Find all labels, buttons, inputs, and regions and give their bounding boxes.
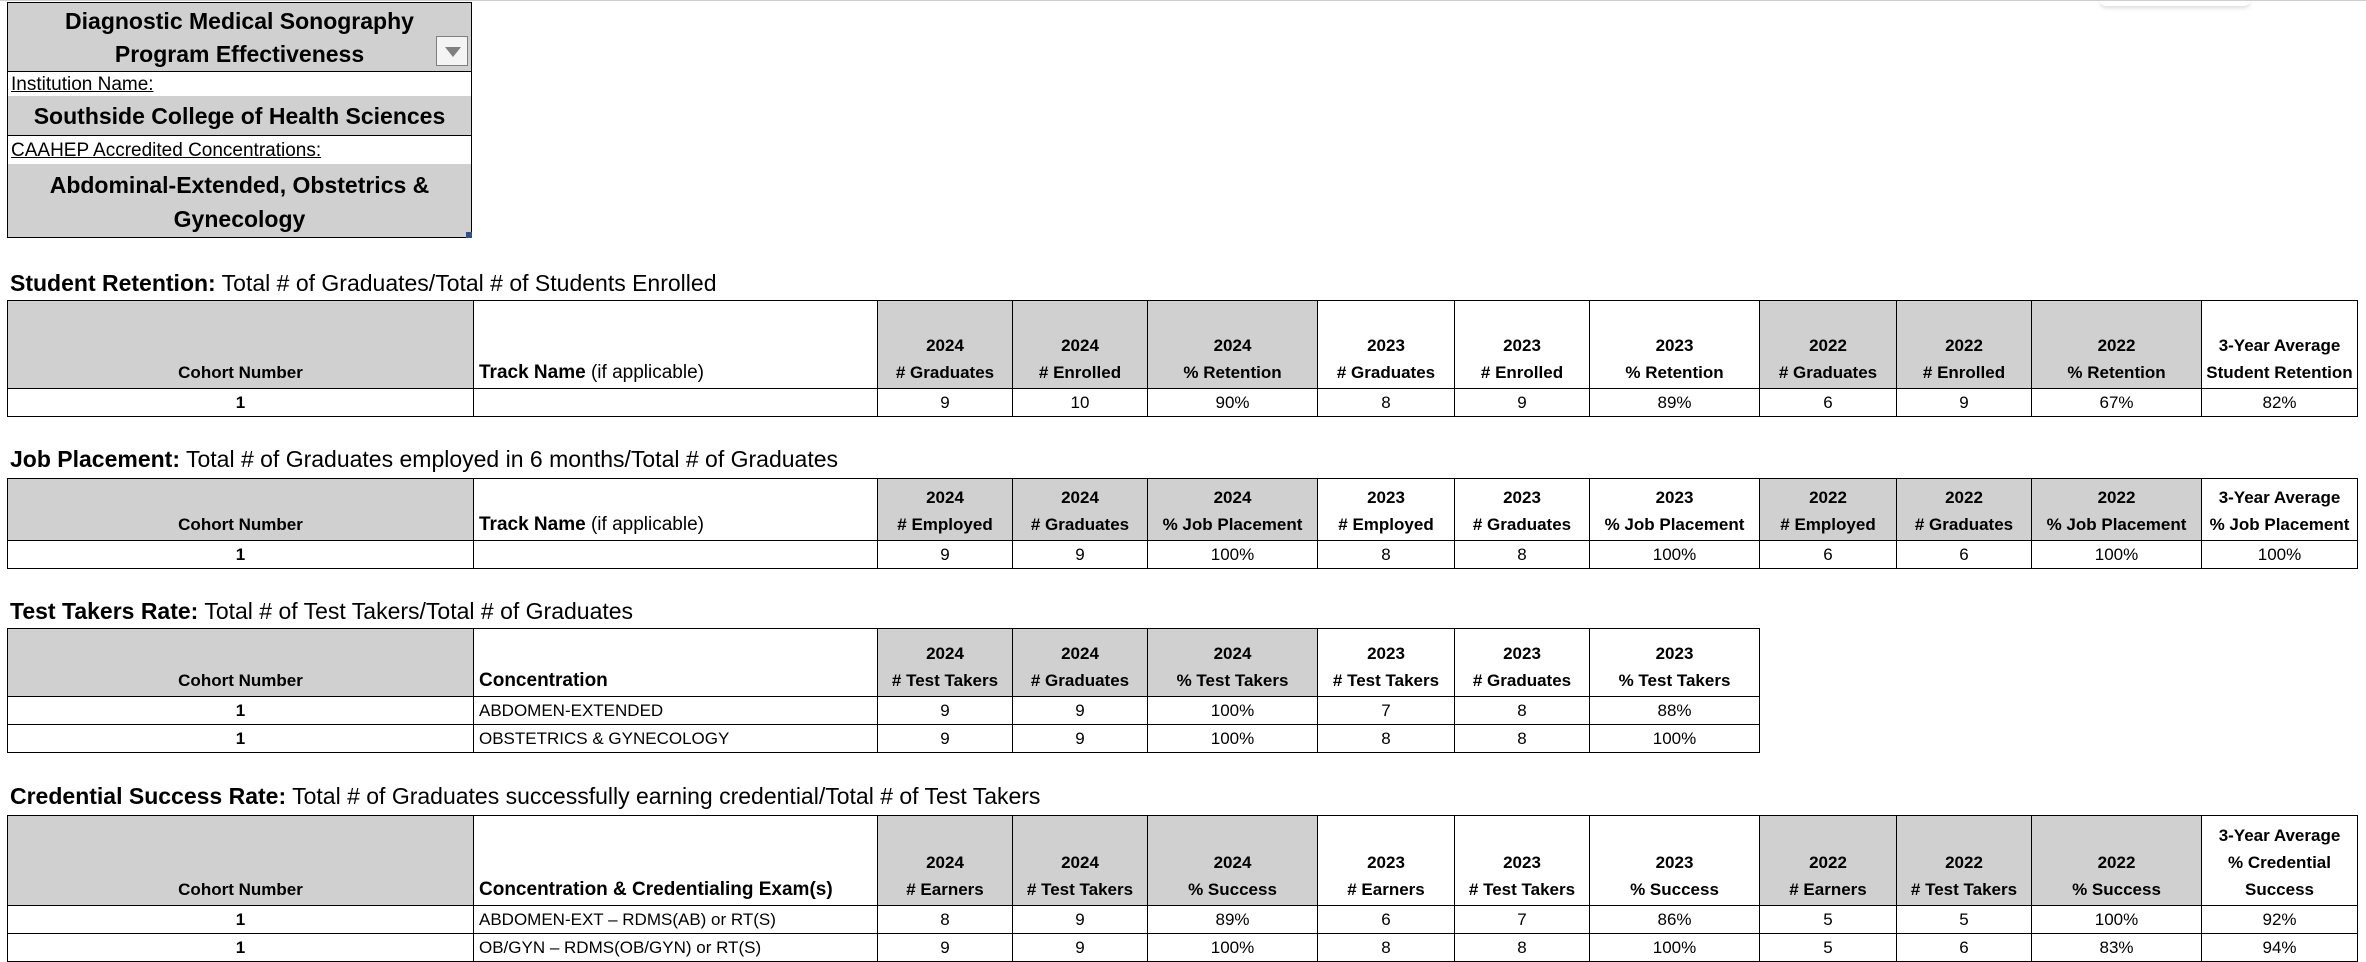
credential-header-concentration[interactable] [474,816,878,906]
retention-header-col[interactable]: 2022 # Graduates [1760,301,1897,389]
program-title-line2: Program Effectiveness [114,41,365,67]
concentration-cell[interactable]: ABDOMEN-EXTENDED [474,697,878,725]
value-cell[interactable]: 6 [1760,541,1897,569]
value-cell[interactable]: 9 [1013,697,1148,725]
retention-header-track[interactable] [474,301,878,389]
institution-label: Institution Name: [11,74,154,95]
program-title-line1: Diagnostic Medical Sonography [65,8,414,34]
testtakers-header-concentration-bold: Concentration [479,670,608,691]
placement-header-track-bold: Track Name [479,514,586,535]
table-row [8,697,1760,725]
placement-header-track-rest: (if applicable) [585,514,704,535]
testtakers-table [7,628,1760,753]
table-row [8,389,2358,417]
value-cell[interactable]: 8 [1318,389,1455,417]
value-cell[interactable]: 100% [1148,934,1318,962]
placement-header-track[interactable] [474,479,878,541]
placement-header-cohort[interactable]: Cohort Number [8,479,474,541]
value-cell[interactable]: 88% [1590,697,1760,725]
placement-header-col[interactable]: 2023 # Graduates [1455,479,1590,541]
credential-header-cohort[interactable]: Cohort Number [8,816,474,906]
credential-header-col[interactable]: 2023 % Success [1590,816,1760,906]
credential-header-col[interactable]: 2024 # Test Takers [1013,816,1148,906]
testtakers-header-cohort[interactable]: Cohort Number [8,629,474,697]
value-cell[interactable]: 8 [1455,725,1590,753]
table-row [8,725,1760,753]
value-cell[interactable]: 100% [1590,725,1760,753]
value-cell[interactable]: 6 [1897,934,2032,962]
value-cell[interactable]: 83% [2032,934,2202,962]
testtakers-title-rest: Total # of Test Takers/Total # of Graduates [198,598,634,624]
concentrations-label-cell[interactable] [7,136,472,164]
filter-dropdown-button[interactable] [436,36,468,66]
retention-header-track-rest: (if applicable) [585,362,704,383]
track-cell[interactable] [474,389,878,417]
program-title-cell[interactable] [7,2,472,72]
value-cell[interactable]: 9 [1013,725,1148,753]
value-cell[interactable]: 94% [2202,934,2358,962]
credential-header-col[interactable]: 2022 % Success [2032,816,2202,906]
placement-title-rest: Total # of Graduates employed in 6 months/Total # of Graduates [180,446,839,472]
value-cell[interactable]: 100% [1590,934,1760,962]
retention-header-cohort[interactable]: Cohort Number [8,301,474,389]
placement-header-col[interactable]: 2024 # Employed [878,479,1013,541]
value-cell[interactable]: 9 [878,389,1013,417]
value-cell[interactable]: 8 [1318,725,1455,753]
value-cell[interactable]: 100% [2202,541,2358,569]
concentrations-line1: Abdominal-Extended, Obstetrics & [49,172,430,198]
retention-header-col[interactable]: 2023 % Retention [1590,301,1760,389]
placement-header-col[interactable]: 2024 # Graduates [1013,479,1148,541]
value-cell[interactable]: 8 [1455,541,1590,569]
value-cell[interactable]: 6 [1760,389,1897,417]
value-cell[interactable]: 9 [1013,906,1148,934]
value-cell[interactable]: 6 [1318,906,1455,934]
concentrations-cell[interactable] [7,164,472,238]
retention-header-track-bold: Track Name [479,362,586,383]
retention-header-col[interactable]: 2023 # Enrolled [1455,301,1590,389]
table-row [8,934,2358,962]
credential-header-col[interactable]: 3-Year Average % Credential Success [2202,816,2358,906]
testtakers-header-col[interactable]: 2023 # Graduates [1455,629,1590,697]
value-cell[interactable]: 82% [2202,389,2358,417]
concentrations-label: CAAHEP Accredited Concentrations: [11,140,322,161]
value-cell[interactable]: 10 [1013,389,1148,417]
value-cell[interactable]: 90% [1148,389,1318,417]
credential-header-col[interactable]: 2023 # Test Takers [1455,816,1590,906]
sheet-top-border [0,0,2366,1]
retention-header-col[interactable]: 2024 # Enrolled [1013,301,1148,389]
concentration-cell[interactable]: OBSTETRICS & GYNECOLOGY [474,725,878,753]
testtakers-header-concentration[interactable] [474,629,878,697]
value-cell[interactable]: 7 [1455,906,1590,934]
institution-name: Southside College of Health Sciences [33,103,446,129]
cell-resize-handle[interactable] [466,232,472,238]
value-cell[interactable]: 5 [1760,934,1897,962]
value-cell[interactable]: 9 [878,934,1013,962]
table-row [8,906,2358,934]
value-cell[interactable]: 89% [1148,906,1318,934]
value-cell[interactable]: 8 [1318,934,1455,962]
value-cell[interactable]: 100% [1148,541,1318,569]
credential-header-col[interactable]: 2023 # Earners [1318,816,1455,906]
value-cell[interactable]: 5 [1897,906,2032,934]
value-cell[interactable]: 9 [878,541,1013,569]
cohort-cell[interactable]: 1 [8,389,474,417]
cohort-cell[interactable]: 1 [8,541,474,569]
table-row [8,541,2358,569]
value-cell[interactable]: 8 [1455,934,1590,962]
concentration-cell[interactable]: OB/GYN – RDMS(OB/GYN) or RT(S) [474,934,878,962]
value-cell[interactable]: 67% [2032,389,2202,417]
testtakers-header-col[interactable]: 2023 # Test Takers [1318,629,1455,697]
placement-header-col[interactable]: 2024 % Job Placement [1148,479,1318,541]
placement-header-col[interactable]: 2023 # Employed [1318,479,1455,541]
value-cell[interactable]: 9 [878,725,1013,753]
value-cell[interactable]: 9 [1897,389,2032,417]
value-cell[interactable]: 92% [2202,906,2358,934]
scroll-indicator [2100,0,2250,6]
retention-header-col[interactable]: 3-Year Average Student Retention [2202,301,2358,389]
credential-header-col[interactable]: 2022 # Test Takers [1897,816,2032,906]
placement-title-bold: Job Placement: [10,446,180,472]
placement-header-col[interactable]: 2022 # Graduates [1897,479,2032,541]
value-cell[interactable]: 5 [1760,906,1897,934]
value-cell[interactable]: 9 [1013,541,1148,569]
testtakers-header-col[interactable]: 2024 % Test Takers [1148,629,1318,697]
credential-table [7,815,2358,962]
value-cell[interactable]: 6 [1897,541,2032,569]
placement-header-col[interactable]: 2022 % Job Placement [2032,479,2202,541]
retention-header-col[interactable]: 2024 % Retention [1148,301,1318,389]
track-cell[interactable] [474,541,878,569]
value-cell[interactable]: 9 [1013,934,1148,962]
retention-header-col[interactable]: 2023 # Graduates [1318,301,1455,389]
value-cell[interactable]: 100% [1148,697,1318,725]
value-cell[interactable]: 100% [1590,541,1760,569]
value-cell[interactable]: 89% [1590,389,1760,417]
retention-title-bold: Student Retention: [10,270,216,296]
retention-header-col[interactable]: 2022 # Enrolled [1897,301,2032,389]
cohort-cell[interactable]: 1 [8,725,474,753]
value-cell[interactable]: 100% [1148,725,1318,753]
credential-header-col[interactable]: 2024 # Earners [878,816,1013,906]
retention-header-col[interactable]: 2024 # Graduates [878,301,1013,389]
placement-header-col[interactable]: 3-Year Average % Job Placement [2202,479,2358,541]
concentration-cell[interactable]: ABDOMEN-EXT – RDMS(AB) or RT(S) [474,906,878,934]
placement-table [7,478,2358,569]
cohort-cell[interactable]: 1 [8,906,474,934]
placement-header-col[interactable]: 2023 % Job Placement [1590,479,1760,541]
credential-header-col[interactable]: 2022 # Earners [1760,816,1897,906]
concentrations-line2: Gynecology [173,206,306,232]
testtakers-section-title [10,598,633,625]
testtakers-header-col[interactable]: 2024 # Test Takers [878,629,1013,697]
testtakers-header-col[interactable]: 2024 # Graduates [1013,629,1148,697]
value-cell[interactable]: 9 [1455,389,1590,417]
value-cell[interactable]: 8 [1455,697,1590,725]
cohort-cell[interactable]: 1 [8,697,474,725]
value-cell[interactable]: 86% [1590,906,1760,934]
credential-title-bold: Credential Success Rate: [10,783,287,809]
credential-header-concentration-bold: Concentration & Credentialing Exam(s) [479,879,833,900]
chevron-down-icon [445,47,461,57]
retention-header-col[interactable]: 2022 % Retention [2032,301,2202,389]
credential-header-col[interactable]: 2024 % Success [1148,816,1318,906]
value-cell[interactable]: 100% [2032,541,2202,569]
retention-section-title [10,270,716,297]
value-cell[interactable]: 8 [878,906,1013,934]
value-cell[interactable]: 9 [878,697,1013,725]
retention-title-rest: Total # of Graduates/Total # of Students Enrolled [215,270,717,296]
testtakers-title-bold: Test Takers Rate: [10,598,199,624]
credential-title-rest: Total # of Graduates successfully earning credential/Total # of Test Takers [286,783,1041,809]
institution-name-cell[interactable] [7,96,472,136]
value-cell[interactable]: 8 [1318,541,1455,569]
retention-table [7,300,2358,417]
cohort-cell[interactable]: 1 [8,934,474,962]
credential-section-title [10,783,1040,810]
placement-header-col[interactable]: 2022 # Employed [1760,479,1897,541]
value-cell[interactable]: 100% [2032,906,2202,934]
testtakers-header-col[interactable]: 2023 % Test Takers [1590,629,1760,697]
institution-label-cell[interactable] [7,72,472,96]
placement-section-title [10,446,838,473]
value-cell[interactable]: 7 [1318,697,1455,725]
